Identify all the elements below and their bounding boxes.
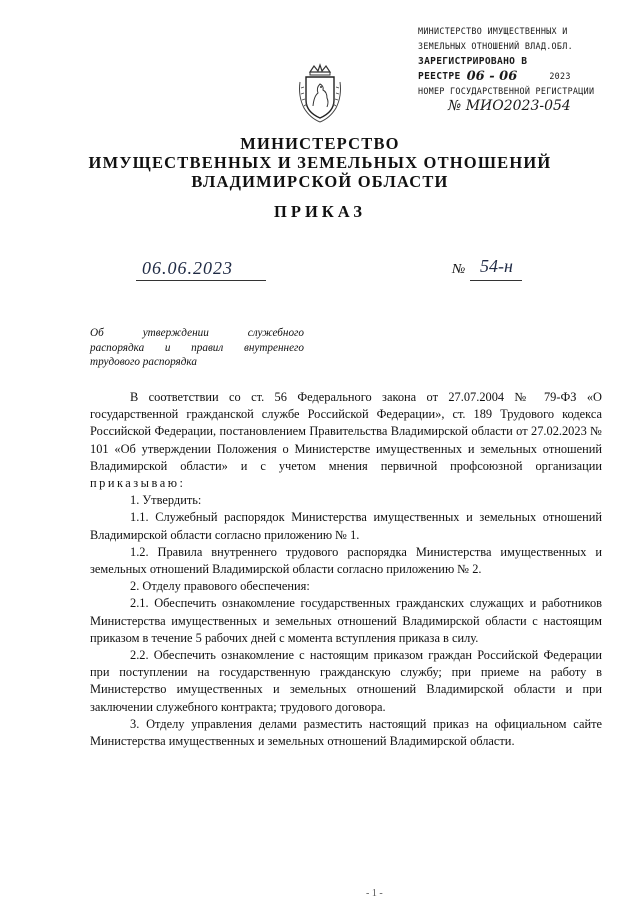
item-1-1: 1.1. Служебный распорядок Министерства имущественных и земельных отношений Владимирской области согласно приложению № 1. <box>90 510 602 542</box>
stamp-registry-label: РЕЕСТРЕ <box>418 71 461 82</box>
subject-line-3: трудового распорядка <box>90 356 197 368</box>
ministry-line-2: ИМУЩЕСТВЕННЫХ И ЗЕМЕЛЬНЫХ ОТНОШЕНИЙ <box>88 153 552 172</box>
number-underline <box>470 280 522 281</box>
preamble-text: В соответствии со ст. 56 Федерального закона от 27.07.2004 № 79-ФЗ «О государственной гражданской службе Российской Федерации», ст. 189 Трудового кодекса Российской Федерации, постановлением Правительства Владимирской области от 27.02.2023 № 101 «Об утверждении Положения о Министерстве имущественных и земельных отношений Владимирской области» и с учетом мнения первичной профсоюзной организации <box>90 390 602 473</box>
item-3: 3. Отделу управления делами разместить настоящий приказ на официальном сайте Министерства имущественных и земельных отношений Владимирской области. <box>90 716 602 749</box>
date-underline <box>136 280 266 281</box>
stamp-line-2: ЗЕМЕЛЬНЫХ ОТНОШЕНИЙ ВЛАД.ОБЛ. <box>418 41 573 51</box>
stamp-reg-number: № МИО2023-054 <box>448 98 571 114</box>
stamp-registry-year: 2023 <box>549 71 571 81</box>
preamble-order-word: приказываю: <box>90 476 186 491</box>
item-1-2: 1.2. Правила внутреннего трудового распорядка Министерства имущественных и земельных отношений Владимирской области согласно приложению № 2. <box>90 544 602 577</box>
stamp-line-4 <box>418 69 630 84</box>
order-body <box>90 389 602 750</box>
item-2-1: 2.1. Обеспечить ознакомление государственных гражданских служащих и работников Министерства имущественных и земельных отношений Владимирской области с настоящим приказом в течение 5 рабочих дней с момента вступления приказа в силу. <box>90 596 602 645</box>
stamp-reg-number-row <box>418 99 630 114</box>
number-sign: № <box>452 262 466 277</box>
order-subject <box>90 326 304 370</box>
coat-of-arms-emblem <box>296 62 344 126</box>
order-number: 54-н <box>480 256 513 276</box>
item-2: 2. Отделу правового обеспечения: <box>130 579 310 594</box>
registration-stamp <box>418 24 630 114</box>
stamp-registry-date: 06 - 06 <box>466 69 518 84</box>
subject-line-2: распорядка и правил внутреннего <box>90 341 304 354</box>
stamp-line-1: МИНИСТЕРСТВО ИМУЩЕСТВЕННЫХ И <box>418 26 568 36</box>
ministry-line-3: ВЛАДИМИРСКОЙ ОБЛАСТИ <box>191 172 449 191</box>
order-date: 06.06.2023 <box>142 258 233 278</box>
document-type-title: ПРИКАЗ <box>274 202 366 221</box>
item-2-2: 2.2. Обеспечить ознакомление с настоящим приказом граждан Российской Федерации при поступлении на государственную гражданскую службу; при приеме на работу в Министерство имущественных и земельных отношений Владимирской области и при заключении служебного контракта; трудового договора. <box>90 648 602 714</box>
stamp-line-5: НОМЕР ГОСУДАРСТВЕННОЙ РЕГИСТРАЦИИ <box>418 86 595 96</box>
subject-line-1: Об утверждении служебного <box>90 327 304 339</box>
stamp-line-3: ЗАРЕГИСТРИРОВАНО В <box>418 56 528 67</box>
item-1: 1. Утвердить: <box>130 493 202 508</box>
ministry-header <box>60 134 580 191</box>
ministry-line-1: МИНИСТЕРСТВО <box>240 134 400 153</box>
preamble-paragraph <box>90 389 602 492</box>
page-number: - 1 - <box>366 888 383 899</box>
